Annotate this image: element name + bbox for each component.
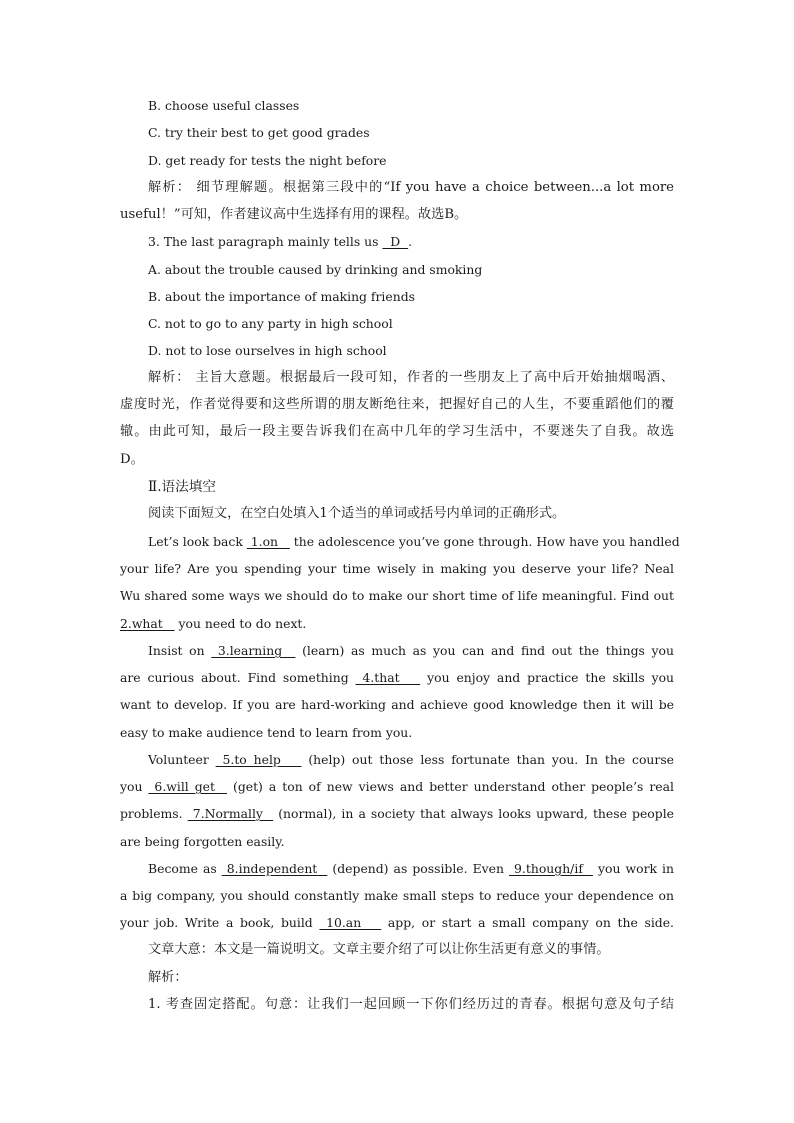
q2-option-b: B. choose useful classes — [148, 98, 300, 113]
passage-p3-line-3 — [120, 806, 674, 822]
passage-p2-line-3: want to develop. If you are hard-working and achieve good knowledge then it will be — [120, 697, 674, 712]
q2-option-d: D. get ready for tests the night before — [148, 153, 387, 168]
passage-text: Let’s look back — [148, 534, 247, 549]
passage-text: app, or start a small company on the side. — [381, 915, 674, 930]
blank-5: 5.to help — [215, 752, 302, 767]
passage-text: the adolescence you’ve gone through. How have you handled — [289, 534, 680, 549]
q3-analysis-line-2: 虚度时光，作者觉得要和这些所谓的朋友断绝往来，把握好自己的人生，不要重蹈他们的覆 — [120, 397, 674, 412]
passage-text: (normal), in a society that always looks upward, these people — [273, 806, 674, 821]
blank-6: 6.will get — [148, 779, 227, 794]
passage-text: are curious about. Find something — [120, 670, 356, 685]
passage-text: Insist on — [148, 643, 212, 658]
passage-p1-line-4 — [120, 616, 306, 632]
passage-p4-line-1 — [148, 861, 674, 877]
blank-9: 9.though/if — [509, 861, 593, 876]
passage-text: problems. — [120, 806, 188, 821]
section-instruction: 阅读下面短文，在空白处填入1个适当的单词或括号内单词的正确形式。 — [148, 506, 566, 521]
q3-stem — [148, 234, 412, 250]
passage-text: (help) out those less fortunate than you. In the course — [301, 752, 675, 767]
q2-option-c: C. try their best to get good grades — [148, 125, 370, 140]
q3-option-d: D. not to lose ourselves in high school — [148, 343, 387, 358]
blank-1: 1.on — [246, 534, 290, 549]
blank-2: 2.what — [120, 616, 175, 631]
passage-text: (depend) as possible. Even — [327, 861, 510, 876]
passage-p2-line-1 — [148, 643, 674, 659]
passage-text: you — [120, 779, 149, 794]
passage-text: you need to do next. — [174, 616, 307, 631]
passage-p4-line-2: a big company, you should constantly make small steps to reduce your dependence on — [120, 888, 674, 903]
passage-text: your job. Write a book, build — [120, 915, 320, 930]
passage-p2-line-4: easy to make audience tend to learn from you. — [120, 725, 413, 740]
passage-p1-line-1 — [148, 534, 680, 550]
q3-option-c: C. not to go to any party in high school — [148, 316, 393, 331]
passage-p3-line-4: are being forgotten easily. — [120, 834, 285, 849]
analysis-label: 解析： — [148, 970, 188, 985]
q2-analysis-line-1: 解析： 细节理解题。根据第三段中的“If you have a choice between...a lot more — [148, 180, 674, 195]
blank-3: 3.learning — [211, 643, 296, 658]
passage-text: Volunteer — [148, 752, 216, 767]
q3-stem-text: 3. The last paragraph mainly tells us — [148, 234, 383, 249]
blank-7: 7.Normally — [187, 806, 274, 821]
passage-p3-line-1 — [148, 752, 674, 768]
q3-analysis-line-4: D。 — [120, 452, 144, 467]
q3-analysis-line-3: 辙。由此可知，最后一段主要告诉我们在高中几年的学习生活中，不要迷失了自我。故选 — [120, 424, 674, 439]
passage-p4-line-3 — [120, 915, 674, 931]
passage-p3-line-2 — [120, 779, 674, 795]
passage-p2-line-2 — [120, 670, 674, 686]
q3-analysis-line-1: 解析： 主旨大意题。根据最后一段可知，作者的一些朋友上了高中后开始抽烟喝酒、 — [148, 370, 674, 385]
passage-text: Become as — [148, 861, 222, 876]
passage-text: you enjoy and practice the skills you — [420, 670, 675, 685]
q3-stem-end: . — [408, 234, 413, 249]
passage-text: (learn) as much as you can and find out the things you — [295, 643, 674, 658]
q3-option-b: B. about the importance of making friends — [148, 289, 415, 304]
summary: 文章大意：本文是一篇说明文。文章主要介绍了可以让你生活更有意义的事情。 — [148, 942, 610, 957]
analysis-item-1: 1. 考查固定搭配。句意：让我们一起回顾一下你们经历过的青春。根据句意及句子结 — [148, 997, 674, 1012]
q3-answer: D — [382, 234, 409, 249]
blank-4: 4.that — [355, 670, 421, 685]
passage-p1-line-2: your life? Are you spending your time wisely in making you deserve your life? Neal — [120, 561, 674, 576]
blank-10: 10.an — [319, 915, 382, 930]
q2-analysis-line-2: useful！”可知，作者建议高中生选择有用的课程。故选B。 — [120, 207, 468, 222]
passage-text: (get) a ton of new views and better understand other people’s real — [226, 779, 674, 794]
blank-8: 8.independent — [221, 861, 328, 876]
passage-p1-line-3: Wu shared some ways we should do to make our short time of life meaningful. Find out — [120, 588, 674, 603]
section-heading: Ⅱ.语法填空 — [148, 479, 216, 495]
passage-text: you work in — [592, 861, 674, 876]
q3-option-a: A. about the trouble caused by drinking and smoking — [148, 262, 483, 277]
